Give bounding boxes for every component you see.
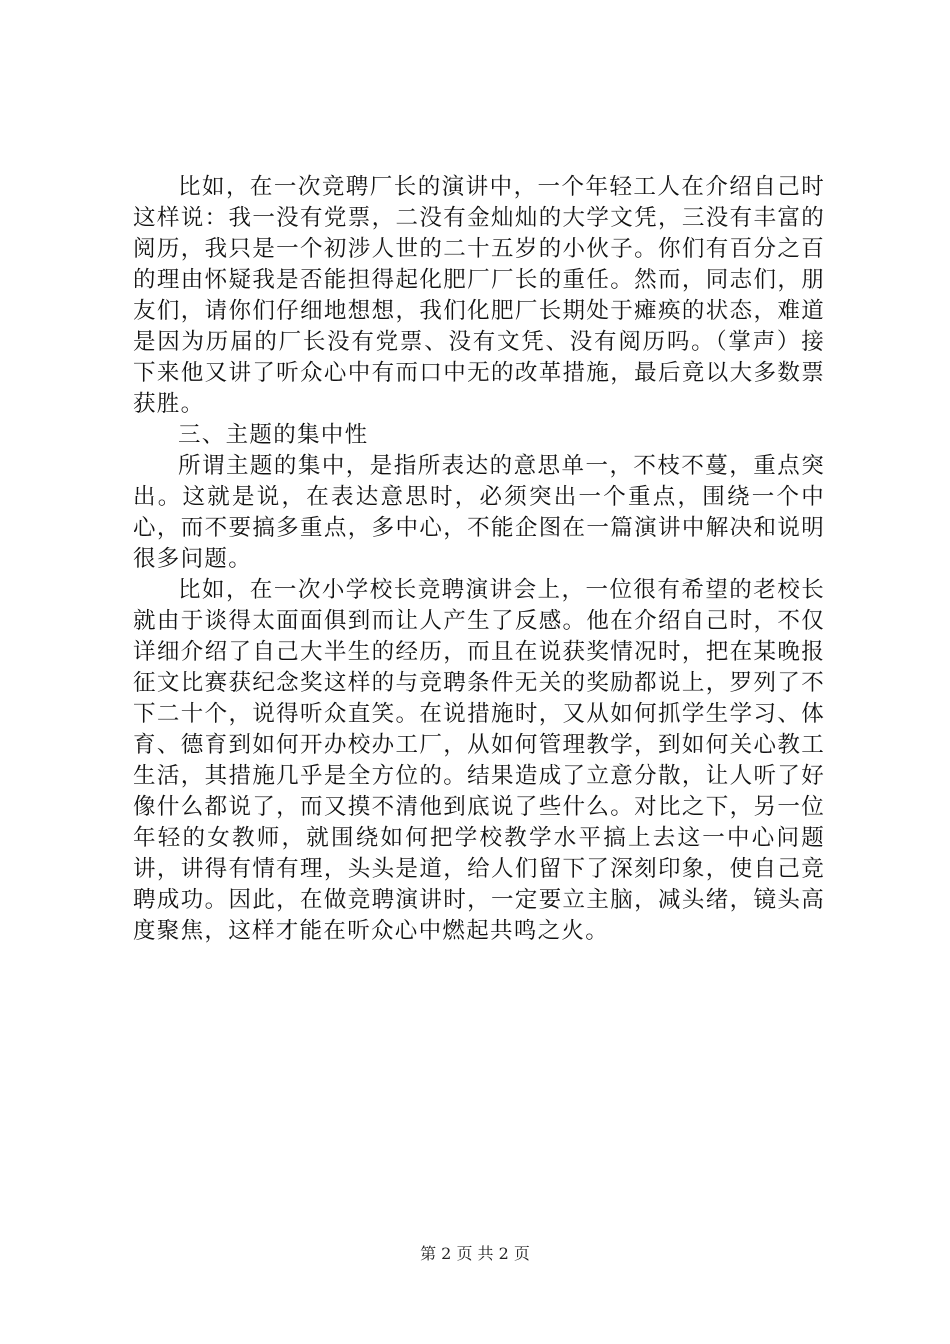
paragraph-factory-director-example: 比如，在一次竞聘厂长的演讲中，一个年轻工人在介绍自己时这样说：我一没有党票，二没有金灿灿的大学文凭，三没有丰富的阅历，我只是一个初涉人世的二十五岁的小伙子。你们有百分之百的理由怀疑我是否能担得起化肥厂厂长的重任。然而，同志们，朋友们，请你们仔细地想想，我们化肥厂长期处于瘫痪的状态，难道是因为历届的厂长没有党票、没有文凭、没有阅历吗。（掌声）接下来他又讲了听众心中有而口中无的改革措施，最后竟以大多数票获胜。 xyxy=(133,174,825,417)
document-body xyxy=(133,172,825,947)
page-number-footer: 第 2 页 共 2 页 xyxy=(420,1244,530,1263)
section-heading-theme-focus: 三、主题的集中性 xyxy=(178,422,369,448)
paragraph-principal-example: 比如，在一次小学校长竞聘演讲会上，一位很有希望的老校长就由于谈得太面面俱到而让人产生了反感。他在介绍自己时，不仅详细介绍了自己大半生的经历，而且在说获奖情况时，把在某晚报征文比赛获纪念奖这样的与竞聘条件无关的奖励都说上，罗列了不下二十个，说得听众直笑。在说措施时，又从如何抓学生学习、体育、德育到如何开办校办工厂，从如何管理教学，到如何关心教工生活，其措施几乎是全方位的。结果造成了立意分散，让人听了好像什么都说了，而又摸不清他到底说了些什么。对比之下，另一位年轻的女教师，就围绕如何把学校教学水平搞上去这一中心问题讲，讲得有情有理，头头是道，给人们留下了深刻印象，使自己竞聘成功。因此，在做竞聘演讲时，一定要立主脑，减头绪，镜头高度聚焦，这样才能在听众心中燃起共鸣之火。 xyxy=(133,577,825,944)
paragraph-theme-focus-definition: 所谓主题的集中，是指所表达的意思单一，不枝不蔓，重点突出。这就是说，在表达意思时，必须突出一个重点，围绕一个中心，而不要搞多重点，多中心，不能企图在一篇演讲中解决和说明很多问题。 xyxy=(133,453,825,572)
